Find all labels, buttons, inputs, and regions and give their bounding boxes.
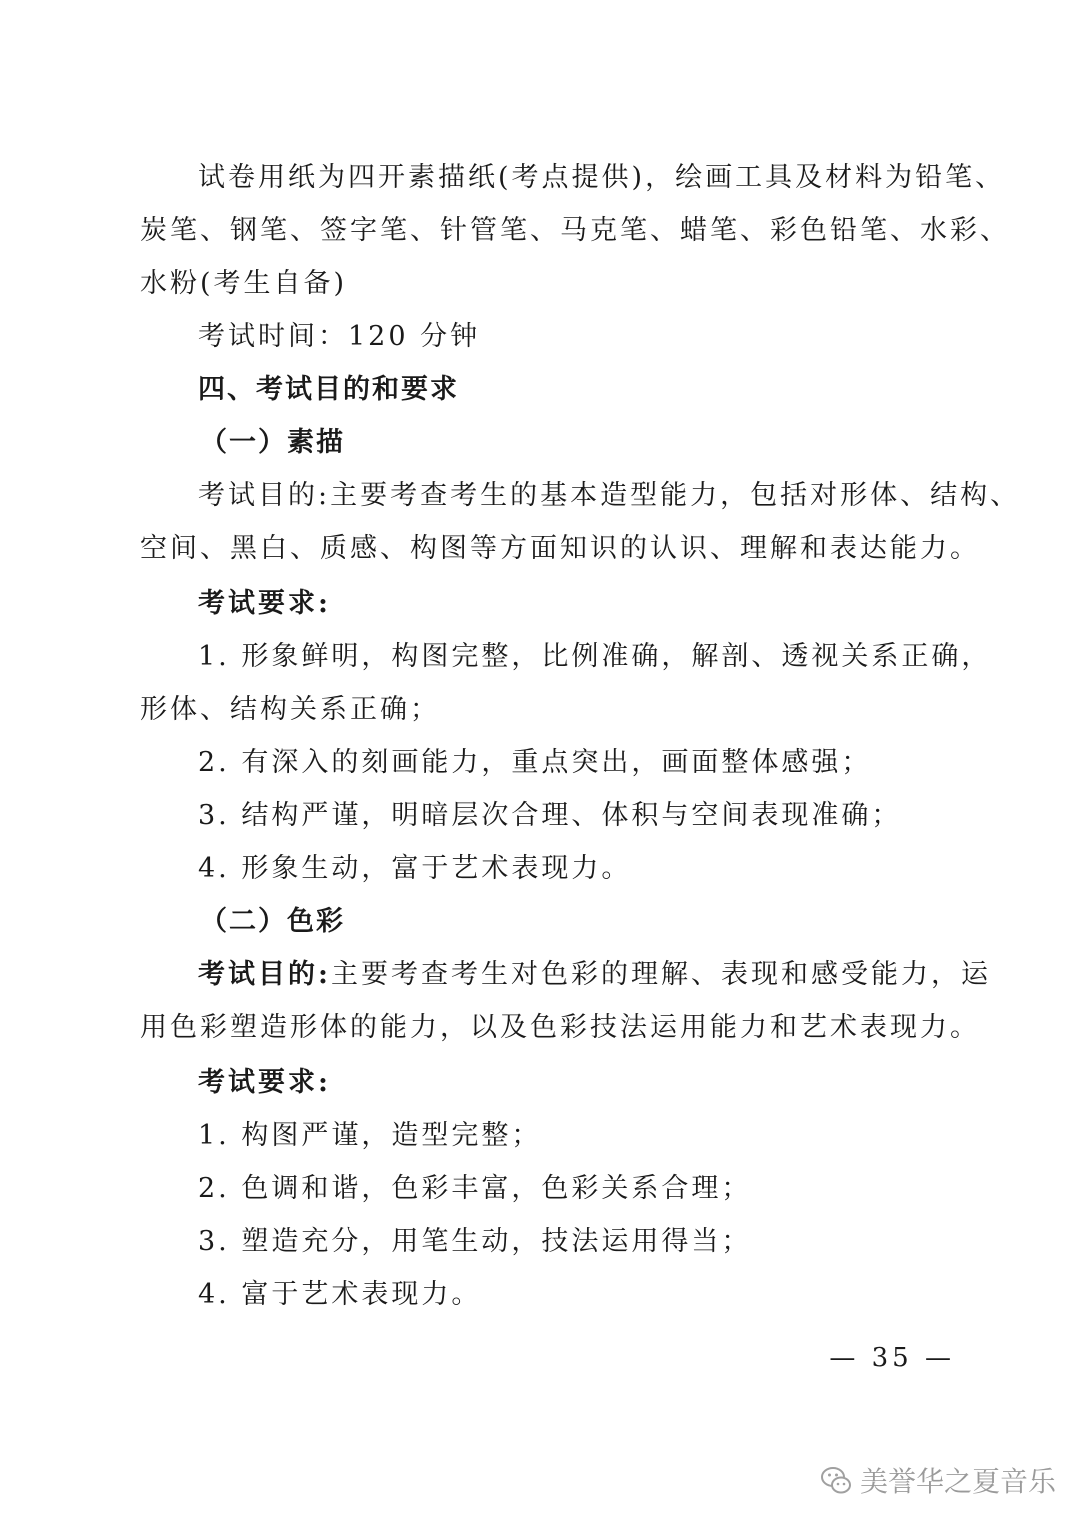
page-number: — 35 —	[829, 1343, 955, 1373]
paragraph-line: 水粉(考生自备)	[140, 268, 348, 299]
paragraph-line: 空间、黑白、质感、构图等方面知识的认识、理解和表达能力。	[140, 533, 980, 564]
list-item: 4. 富于艺术表现力。	[198, 1279, 482, 1310]
requirements-label: 考试要求:	[198, 588, 331, 619]
exam-time-line: 考试时间：120 分钟	[198, 321, 481, 352]
watermark-text: 美誉华之夏音乐	[860, 1465, 1057, 1498]
list-item: 2. 色调和谐，色彩丰富，色彩关系合理；	[198, 1173, 752, 1204]
paragraph-line	[198, 955, 991, 995]
purpose-text: 主要考查考生对色彩的理解、表现和感受能力，运	[330, 959, 991, 990]
list-item: 3. 塑造充分，用笔生动，技法运用得当；	[198, 1226, 752, 1257]
subsection-heading-color: （二）色彩	[200, 906, 345, 937]
list-item: 1. 构图严谨，造型完整；	[198, 1120, 542, 1151]
section-heading: 四、考试目的和要求	[198, 374, 459, 405]
subsection-heading-sketch: （一）素描	[200, 427, 345, 458]
paragraph-line: 考试目的:主要考查考生的基本造型能力，包括对形体、结构、	[198, 480, 1021, 511]
list-item: 1. 形象鲜明，构图完整，比例准确，解剖、透视关系正确，	[198, 641, 992, 672]
list-item: 3. 结构严谨，明暗层次合理、体积与空间表现准确；	[198, 800, 902, 831]
watermark	[820, 1458, 1056, 1502]
paragraph-line: 炭笔、钢笔、签字笔、针管笔、马克笔、蜡笔、彩色铅笔、水彩、	[140, 215, 1010, 246]
requirements-label: 考试要求:	[198, 1067, 331, 1098]
purpose-label: 考试目的:	[198, 959, 331, 990]
list-item: 2. 有深入的刻画能力，重点突出，画面整体感强；	[198, 747, 872, 778]
list-item: 4. 形象生动，富于艺术表现力。	[198, 853, 632, 884]
paragraph-line: 试卷用纸为四开素描纸(考点提供)，绘画工具及材料为铅笔、	[198, 162, 1006, 193]
paragraph-line: 用色彩塑造形体的能力，以及色彩技法运用能力和艺术表现力。	[140, 1012, 980, 1043]
list-item-continuation: 形体、结构关系正确；	[140, 694, 440, 725]
wechat-icon	[820, 1464, 852, 1496]
